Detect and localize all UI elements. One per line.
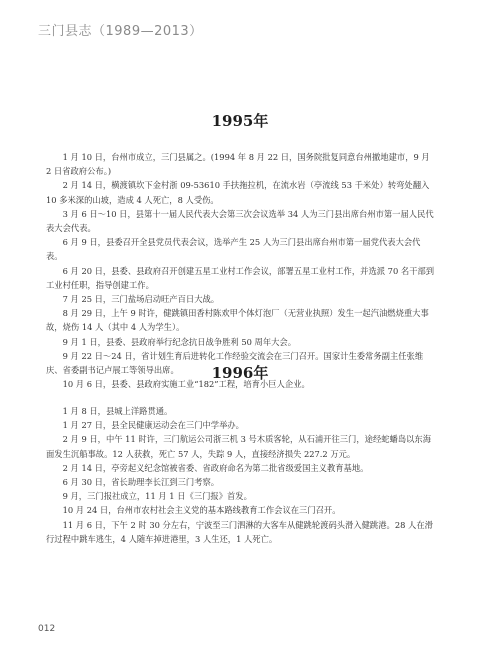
entry-1996-6: 9 月，三门报社成立，11 月 1 日《三门报》首发。	[62, 491, 252, 502]
entry-1996-3: 2 月 9 日，中午 11 时许，三门航运公司浙三机 3 号木质客轮，从石浦开往三门，途经蛇蟠岛以东海面发生沉船事故。12 人获救，死亡 57 人，失踪 9 人，直接经济损失 227.2 万元。	[46, 434, 432, 459]
section-title-1995: 1995年	[211, 112, 269, 130]
entry-1995-4: 6 月 9 日，县委召开全县党员代表会议，选举产生 25 人为三门县出席台州市第一届党代表大会代表。	[46, 237, 421, 262]
entry-1995-8: 9 月 1 日，县委、县政府举行纪念抗日战争胜利 50 周年大会。	[62, 336, 297, 347]
entry-1996-7: 10 月 24 日，台州市农村社会主义党的基本路线教育工作会议在三门召开。	[62, 505, 341, 516]
entry-list-1996	[46, 404, 436, 546]
entry-1995-10: 10 月 6 日，县委、县政府实施工业“182”工程，培育小巨人企业。	[62, 379, 310, 390]
entry-1995-2: 2 月 14 日，横渡镇坎下金村浙 09-53610 手扶拖拉机，在流水岩（亭流线 53 千米处）转弯处翻入 10 多米深的山坡，造成 4 人死亡，8 人受伤。	[46, 180, 430, 205]
entry-1995-7: 8 月 29 日，上午 9 时许，健跳镇田香村陈欢甲个体灯泡厂（无营业执照）发生一起汽油燃烧重大事故，烧伤 14 人（其中 4 人为学生）。	[46, 308, 429, 333]
entry-1995-9: 9 月 22 日～24 日，省计划生育后进转化工作经验交流会在三门召开。国家计生委常务副主任张维庆、省委副书记卢展工等领导出席。	[46, 350, 424, 376]
entry-1995-6: 7 月 25 日，三门盐场启动旺产百日大战。	[62, 294, 220, 305]
section-title-1996: 1996年	[211, 364, 269, 382]
entry-1996-1: 1 月 8 日，县城上洋路贯通。	[62, 406, 173, 416]
entry-1995-5: 6 月 20 日，县委、县政府召开创建五星工业村工作会议，部署五星工业村工作，并选派 70 名干部到工业村任职，指导创建工作。	[46, 265, 435, 290]
entry-list-1995	[46, 150, 436, 391]
entry-1996-8: 11 月 6 日，下午 2 时 30 分左右，宁波至三门泗淋的大客车从健跳轮渡码头滑入健跳港。28 人在滑行过程中跳车逃生，4 人随车掉进港里，3 人生还，1 人死亡。	[46, 519, 433, 544]
entry-1996-2: 1 月 27 日，县全民健康运动会在三门中学举办。	[62, 420, 244, 431]
entry-1995-3: 3 月 6 日～10 日，县第十一届人民代表大会第三次会议选举 34 人为三门县出席台州市第一届人民代表大会代表。	[46, 208, 434, 234]
entry-1996-4: 2 月 14 日，亭旁起义纪念馆被省委、省政府命名为第二批省级爱国主义教育基地。	[62, 462, 369, 473]
page-number: 012	[38, 624, 56, 634]
entry-1995-1: 1 月 10 日，台州市成立，三门县属之。(1994 年 8 月 22 日，国务院批复同意台州撤地建市，9 月 2 日省政府公布。)	[46, 152, 430, 177]
book-title-header: 三门县志（1989—2013）	[38, 24, 203, 39]
entry-1996-5: 6 月 30 日，省长助理李长江到三门考察。	[62, 477, 220, 488]
